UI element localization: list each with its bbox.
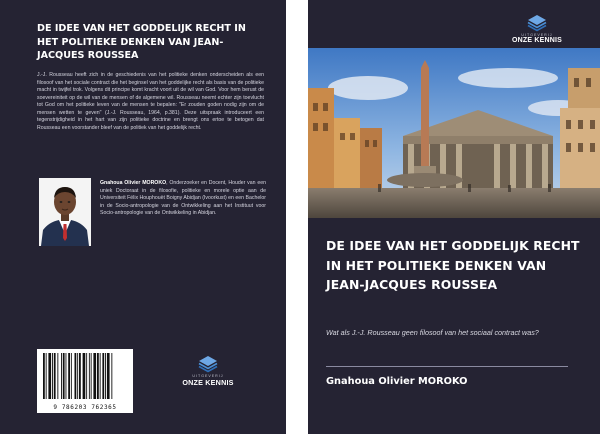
author-bio (100, 180, 266, 218)
back-cover-summary: J.-J. Rousseau heeft zich in de geschiedenis van het politieke denken onderscheiden als een filosoof van het sociale contract die het beginsel van het goddelijke recht als basis van de politieke macht in twijfel trok. Volgens dit principe komt kracht voort uit de wil van God. Voor hem berust de soevereiniteit op de wil van de mensen of de algemene wil. Rousseau neemt echter zijn toevlucht tot God om het politieke leven van de mensen te bepalen: "Er zouden goden nodig zijn om de mensen wetten te geven" (J.-J. Rousseau, 1964, p.381). Deze uitspraak introduceert een tegenstrijdigheid in het hart van zijn politieke doctrine en brengt ons ertoe te betogen dat Rousseau een voorstander bleef van de politiek van het goddelijk recht. (37, 72, 264, 131)
back-cover-title: DE IDEE VAN HET GODDELIJK RECHT IN HET POLITIEKE DENKEN VAN JEAN-JACQUES ROUSSEA (37, 23, 246, 61)
author-bio-name: Gnahoua Olivier MOROKO (100, 180, 167, 186)
isbn-barcode (37, 349, 133, 413)
front-publisher-logo (504, 14, 570, 44)
author-bio-text: , Onderzoeker en Docent, Houder van een uniek Doctoraat in de filosofie, politieke en morele optie aan de Universiteit Félix Houphouët Boigny Abidjan (Ivoorkust) en een Bachelor in de Socio-antropologie van de Ontwikkeling aan het Instituut voor Socio-antropologie van de Ontwikkeling in Abidjan. (100, 180, 266, 216)
isbn-digits: 9 786203 762365 (53, 404, 117, 411)
front-cover-title: DE IDEE VAN HET GODDELIJK RECHT IN HET POLITIEKE DENKEN VAN JEAN-JACQUES ROUSSEA (326, 238, 580, 292)
stacked-book-pages-icon (197, 355, 219, 373)
front-cover-author: Gnahoua Olivier MOROKO (326, 376, 468, 387)
publisher-name: ONZE KENNIS (511, 37, 563, 44)
front-cover-subtitle: Wat als J.-J. Rousseau geen filosoof van het sociaal contract was? (326, 328, 539, 337)
publisher-small-label: UITGEVERIJ (521, 33, 553, 37)
author-divider (326, 366, 568, 367)
back-publisher-logo (178, 355, 238, 387)
pantheon-piazza-photo (308, 48, 600, 218)
spine (286, 0, 308, 434)
publisher-small-label: UITGEVERIJ (192, 374, 224, 378)
stacked-book-pages-icon (526, 14, 548, 32)
publisher-name: ONZE KENNIS (182, 378, 234, 387)
author-portrait (39, 178, 91, 246)
